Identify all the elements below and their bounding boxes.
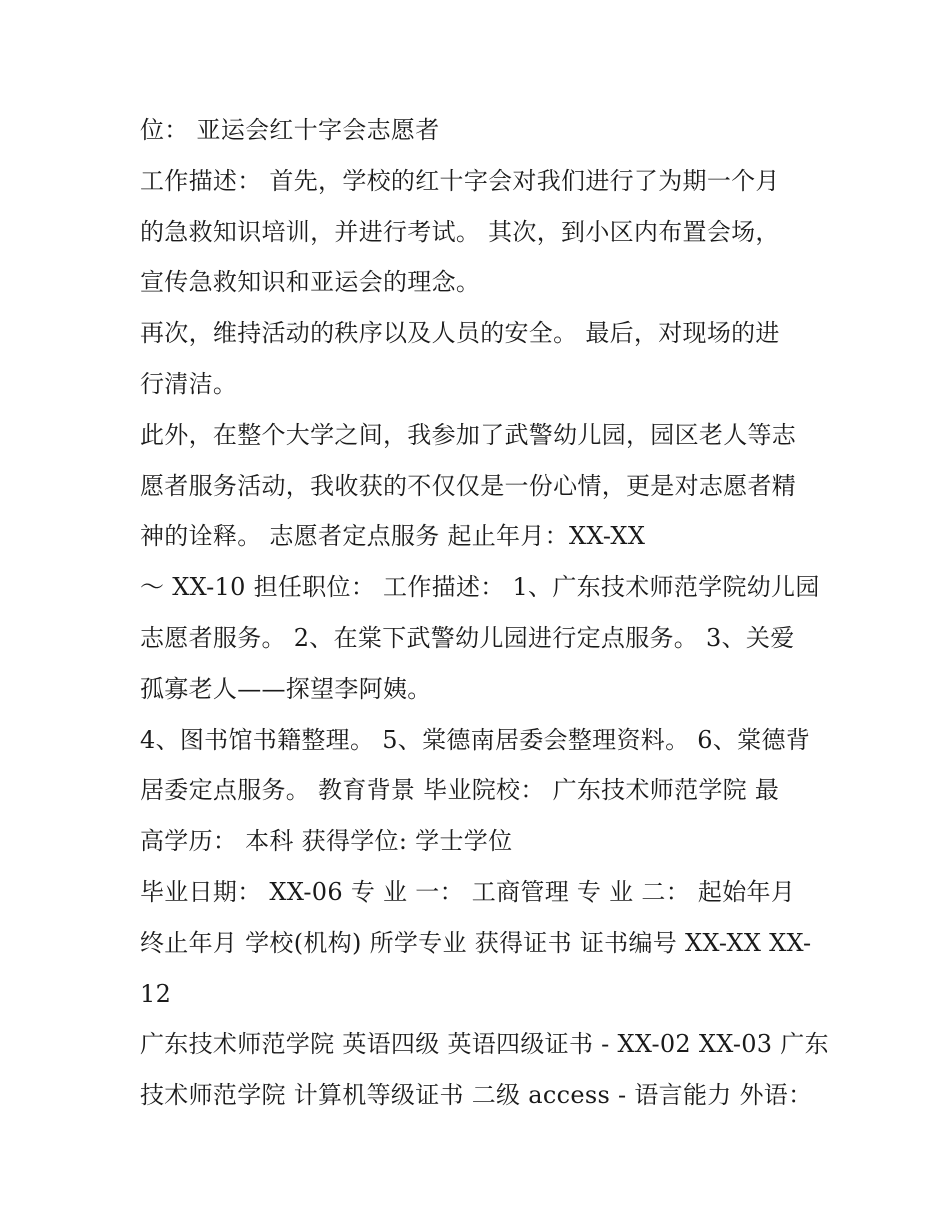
text-line: 孤寡老人——探望李阿姨。: [140, 674, 432, 703]
text-line: ～ XX-10 担任职位： 工作描述： 1、广东技术师范学院幼儿园: [140, 573, 820, 602]
text-line: 技术师范学院 计算机等级证书 二级 access - 语言能力 外语：: [140, 1081, 813, 1110]
text-line: 位： 亚运会红十字会志愿者: [140, 116, 440, 144]
text-line: 4、图书馆书籍整理。 5、棠德南居委会整理资料。 6、棠德背: [140, 725, 811, 754]
text-line: 毕业日期： XX-06 专 业 一： 工商管理 专 业 二： 起始年月: [140, 877, 796, 906]
text-line: 行清洁。: [140, 369, 238, 398]
text-line: 的急救知识培训，并进行考试。 其次，到小区内布置会场，: [140, 217, 780, 246]
text-line: 再次，维持活动的秩序以及人员的安全。 最后，对现场的进: [140, 319, 780, 348]
text-line: 工作描述： 首先，学校的红十字会对我们进行了为期一个月: [140, 166, 780, 195]
text-line: 愿者服务活动，我收获的不仅仅是一份心情，更是对志愿者精: [140, 471, 797, 500]
text-line: 居委定点服务。 教育背景 毕业院校： 广东技术师范学院 最: [140, 776, 780, 805]
text-line: 宣传急救知识和亚运会的理念。: [140, 268, 481, 297]
text-line: 高学历： 本科 获得学位: 学士学位: [140, 827, 513, 856]
text-line: 广东技术师范学院 英语四级 英语四级证书 - XX-02 XX-03 广东: [140, 1030, 829, 1059]
text-line: 神的诠释。 志愿者定点服务 起止年月：XX-XX: [140, 522, 646, 551]
text-line: 终止年月 学校(机构) 所学专业 获得证书 证书编号 XX-XX XX-: [140, 928, 812, 957]
text-line: 此外，在整个大学之间，我参加了武警幼儿园，园区老人等志: [140, 420, 797, 449]
document-body: [140, 105, 830, 1121]
text-line: 12: [140, 979, 172, 1008]
text-line: 志愿者服务。 2、在棠下武警幼儿园进行定点服务。 3、关爱: [140, 623, 795, 652]
